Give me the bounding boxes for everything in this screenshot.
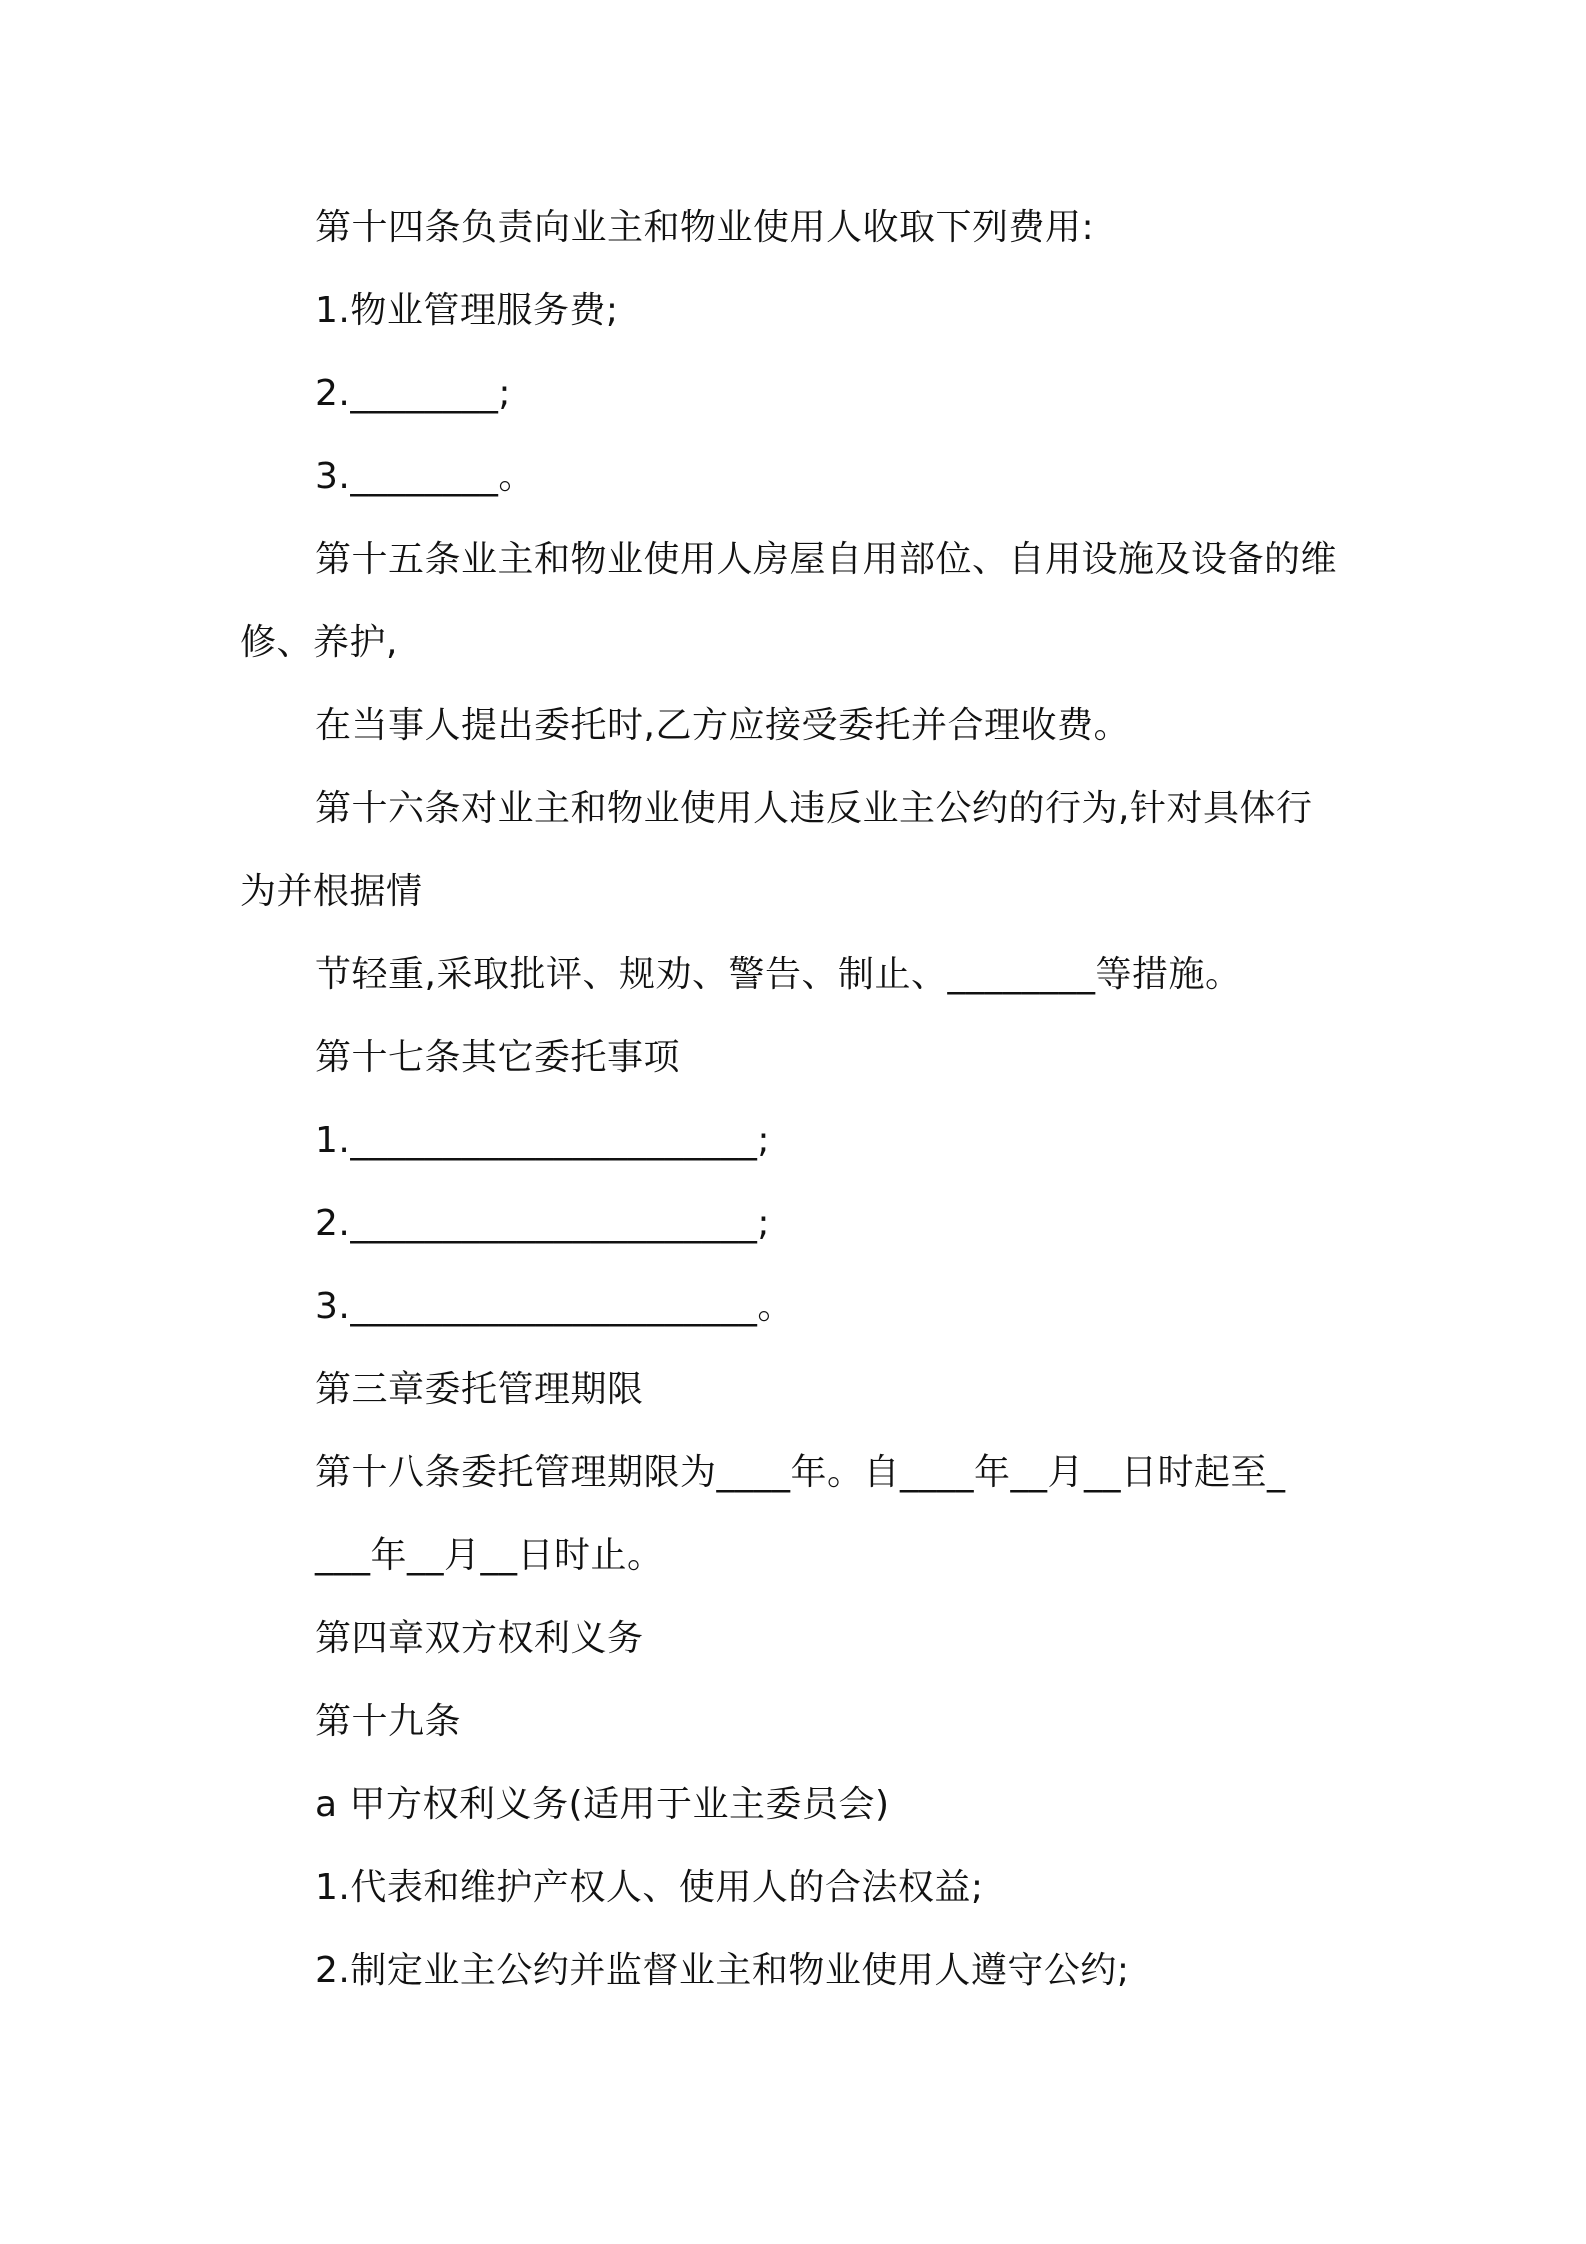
chapter-4-heading: 第四章双方权利义务 — [315, 1618, 644, 1659]
article-14-item-1: 1.物业管理服务费; — [315, 290, 619, 331]
article-14-item-2: 2.________; — [315, 373, 511, 414]
party-a-rights-item-2: 2.制定业主公约并监督业主和物业使用人遵守公约; — [315, 1950, 1130, 1991]
article-17-item-3: 3.______________________。 — [315, 1286, 794, 1327]
article-17-item-2: 2.______________________; — [315, 1203, 770, 1244]
article-14-item-3: 3.________。 — [315, 456, 535, 497]
article-16-line-1: 第十六条对业主和物业使用人违反业主公约的行为,针对具体行 — [315, 788, 1313, 829]
chapter-3-heading: 第三章委托管理期限 — [315, 1369, 644, 1410]
article-18-line-2: ___年__月__日时止。 — [315, 1535, 664, 1576]
article-17-item-1: 1.______________________; — [315, 1120, 770, 1161]
article-15-line-1: 第十五条业主和物业使用人房屋自用部位、自用设施及设备的维 — [315, 539, 1338, 580]
article-15-line-2: 修、养护, — [240, 622, 398, 663]
article-18-line-1: 第十八条委托管理期限为____年。自____年__月__日时起至_ — [315, 1452, 1286, 1493]
article-16-line-2: 为并根据情 — [240, 871, 423, 912]
article-17-heading: 第十七条其它委托事项 — [315, 1037, 681, 1078]
party-a-rights-heading: a 甲方权利义务(适用于业主委员会) — [315, 1784, 890, 1825]
article-14-heading: 第十四条负责向业主和物业使用人收取下列费用: — [315, 207, 1095, 248]
party-a-rights-item-1: 1.代表和维护产权人、使用人的合法权益; — [315, 1867, 984, 1908]
article-19-heading: 第十九条 — [315, 1701, 462, 1742]
article-16-line-3: 节轻重,采取批评、规劝、警告、制止、________等措施。 — [315, 954, 1242, 995]
article-15-line-3: 在当事人提出委托时,乙方应接受委托并合理收费。 — [315, 705, 1130, 746]
